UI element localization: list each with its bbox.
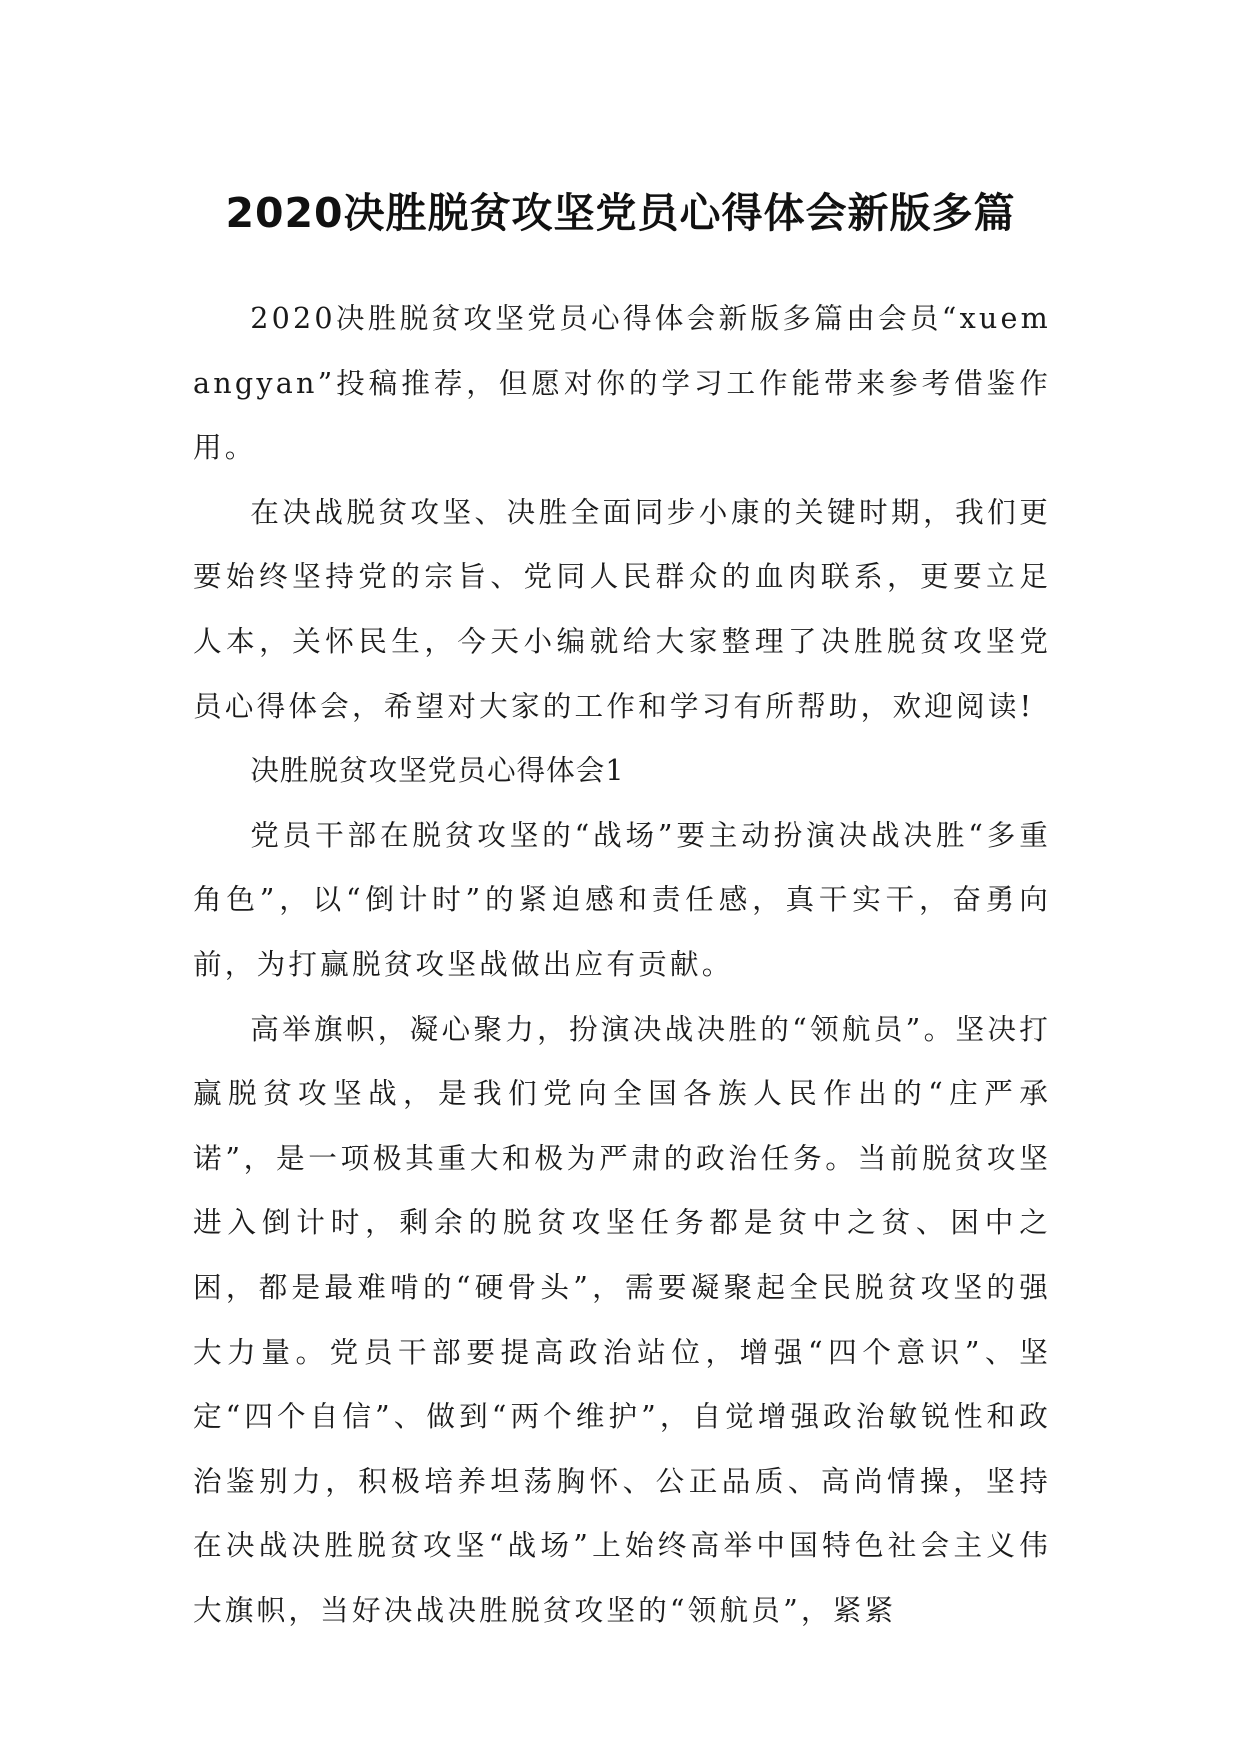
- body-paragraph: 高举旗帜，凝心聚力，扮演决战决胜的“领航员”。坚决打赢脱贫攻坚战，是我们党向全国各族人民作出的“庄严承诺”，是一项极其重大和极为严肃的政治任务。当前脱贫攻坚进入倒计时，剩余的脱贫攻坚任务都是贫中之贫、困中之困，都是最难啃的“硬骨头”，需要凝聚起全民脱贫攻坚的强大力量。党员干部要提高政治站位，增强“四个意识”、坚定“四个自信”、做到“两个维护”，自觉增强政治敏锐性和政治鉴别力，积极培养坦荡胸怀、公正品质、高尚情操，坚持在决战决胜脱贫攻坚“战场”上始终高举中国特色社会主义伟大旗帜，当好决战决胜脱贫攻坚的“领航员”，紧紧: [193, 1011, 1051, 1627]
- body-paragraph: 党员干部在脱贫攻坚的“战场”要主动扮演决战决胜“多重角色”，以“倒计时”的紧迫感和责任感，真干实干，奋勇向前，为打赢脱贫攻坚战做出应有贡献。: [193, 817, 1051, 981]
- document-body: [193, 286, 1051, 1642]
- section-heading: 决胜脱贫攻坚党员心得体会1: [250, 753, 625, 788]
- preface-paragraph: 在决战脱贫攻坚、决胜全面同步小康的关键时期，我们更要始终坚持党的宗旨、党同人民群众的血肉联系，更要立足人本，关怀民生，今天小编就给大家整理了决胜脱贫攻坚党员心得体会，希望对大家的工作和学习有所帮助，欢迎阅读!: [193, 494, 1051, 723]
- intro-paragraph: 2020决胜脱贫攻坚党员心得体会新版多篇由会员“xuemangyan”投稿推荐，但愿对你的学习工作能带来参考借鉴作用。: [193, 301, 1051, 465]
- document-title: 2020决胜脱贫攻坚党员心得体会新版多篇: [225, 189, 1016, 238]
